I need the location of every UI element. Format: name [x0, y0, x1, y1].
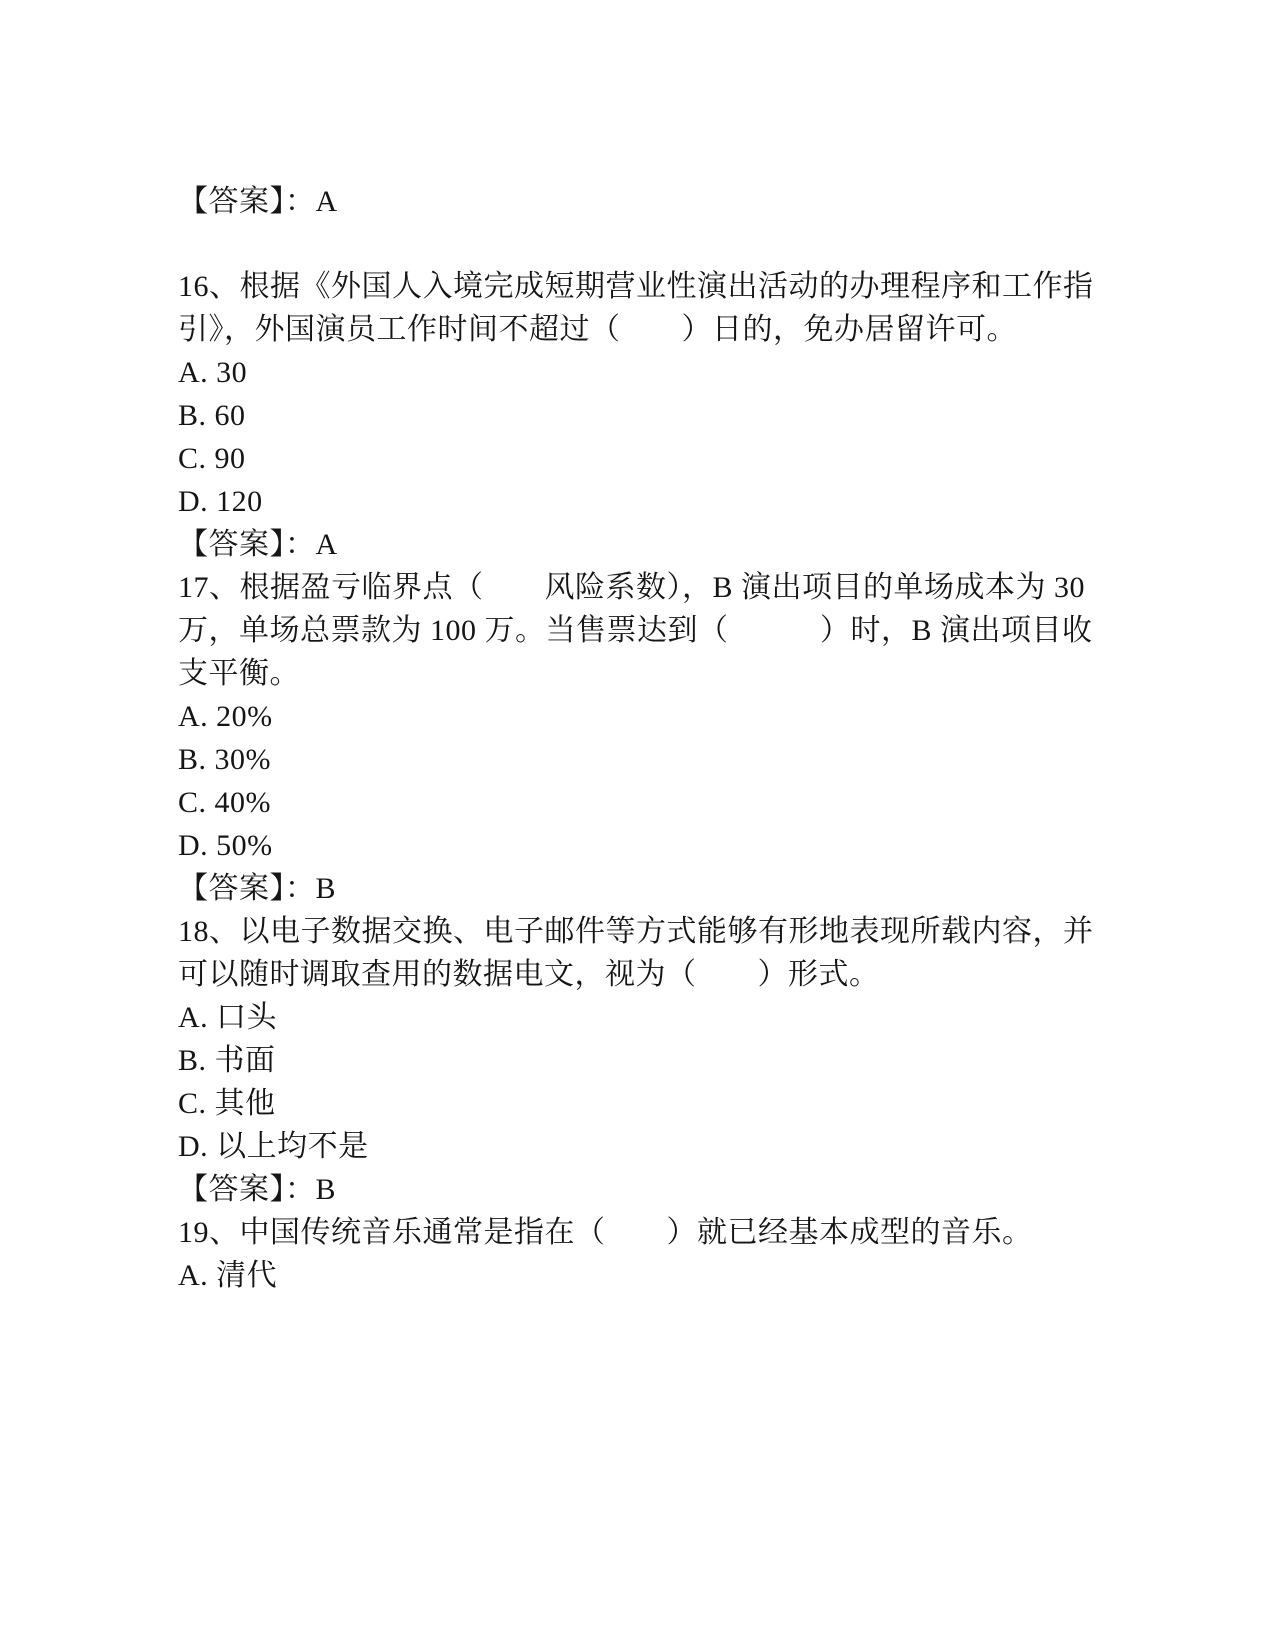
- question-16-option-a: A. 30: [178, 356, 248, 389]
- question-17-option-c: C. 40%: [178, 786, 271, 819]
- question-16-option-d: D. 120: [178, 485, 263, 518]
- question-17-text: 17、根据盈亏临界点（ 风险系数），B 演出项目的单场成本为 30 万，单场总票款为 100 万。当售票达到（ ）时，B 演出项目收支平衡。: [178, 571, 1093, 690]
- question-18-option-c: C. 其他: [178, 1087, 276, 1120]
- answer-line-q16: 【答案】：A: [178, 528, 338, 561]
- answer-line-q17: 【答案】：B: [178, 872, 337, 905]
- question-17-option-d: D. 50%: [178, 829, 273, 862]
- question-19-option-a: A. 清代: [178, 1259, 278, 1292]
- question-18-option-d: D. 以上均不是: [178, 1130, 369, 1163]
- question-17-option-a: A. 20%: [178, 700, 273, 733]
- question-block-18: [178, 910, 1103, 1168]
- answer-line-q18: 【答案】：B: [178, 1173, 337, 1206]
- question-16-option-c: C. 90: [178, 442, 246, 475]
- question-18-text: 18、以电子数据交换、电子邮件等方式能够有形地表现所载内容，并可以随时调取查用的数据电文，视为（ ）形式。: [178, 915, 1094, 991]
- question-16-option-b: B. 60: [178, 399, 246, 432]
- question-block-16: [178, 265, 1103, 523]
- question-19-text: 19、中国传统音乐通常是指在（ ）就已经基本成型的音乐。: [178, 1216, 1033, 1249]
- answer-line-q15: 【答案】：A: [178, 185, 338, 218]
- question-18-option-a: A. 口头: [178, 1001, 278, 1034]
- question-16-text: 16、根据《外国人入境完成短期营业性演出活动的办理程序和工作指引》，外国演员工作时间不超过（ ）日的，免办居留许可。: [178, 270, 1094, 346]
- question-17-option-b: B. 30%: [178, 743, 271, 776]
- question-block-17: [178, 566, 1103, 867]
- question-block-19: [178, 1211, 1103, 1297]
- question-18-option-b: B. 书面: [178, 1044, 276, 1077]
